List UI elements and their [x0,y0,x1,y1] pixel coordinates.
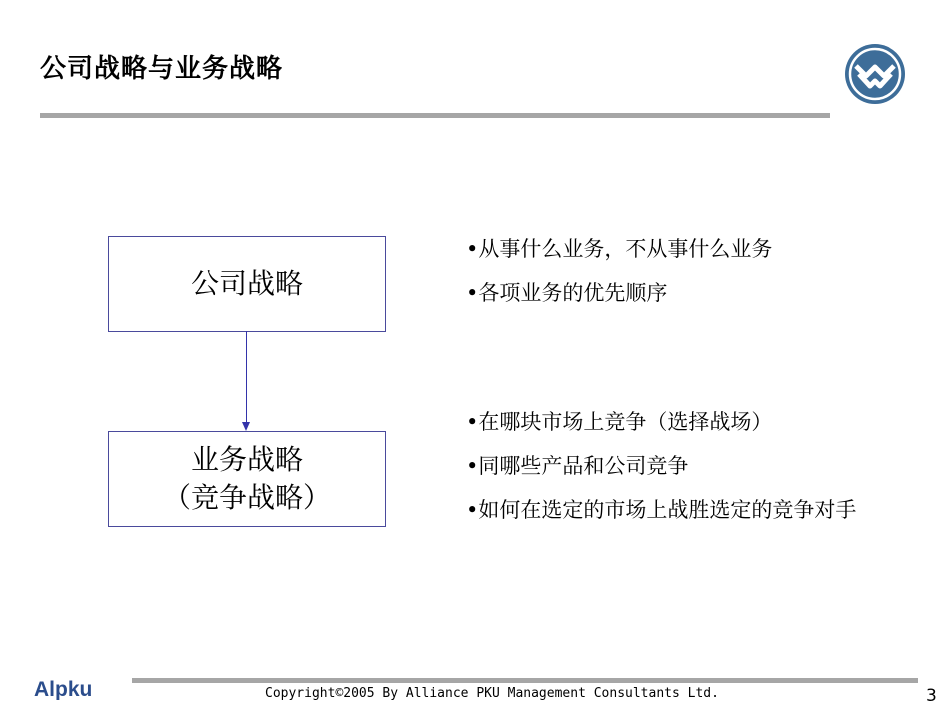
slide-title: 公司战略与业务战略 [40,54,284,84]
corporate-strategy-points [466,234,866,322]
corporate-strategy-label: 公司战略 [190,267,303,300]
page-number: 3 [926,686,937,706]
bullet-item: • 同哪些产品和公司竞争 [466,451,866,481]
footer-divider [132,678,918,683]
title-divider [40,113,830,118]
business-strategy-points [466,407,866,539]
bullet-item: • 各项业务的优先顺序 [466,278,866,308]
connector-line [246,331,247,423]
footer-brand-text: Alpku [34,678,93,700]
arrow-down-icon [242,422,250,431]
bullet-item: • 如何在选定的市场上战胜选定的竞争对手 [466,495,866,525]
company-logo-icon [843,42,907,106]
business-strategy-box [108,431,386,527]
bullet-item: • 从事什么业务，不从事什么业务 [466,234,866,264]
copyright-text: Copyright©2005 By Alliance PKU Management Consultants Ltd. [265,686,719,701]
bullet-item: • 在哪块市场上竞争（选择战场） [466,407,866,437]
business-strategy-sublabel: （竞争战略） [162,481,331,514]
footer-brand-logo [34,676,130,700]
corporate-strategy-box [108,236,386,332]
business-strategy-label: 业务战略 [190,443,303,476]
